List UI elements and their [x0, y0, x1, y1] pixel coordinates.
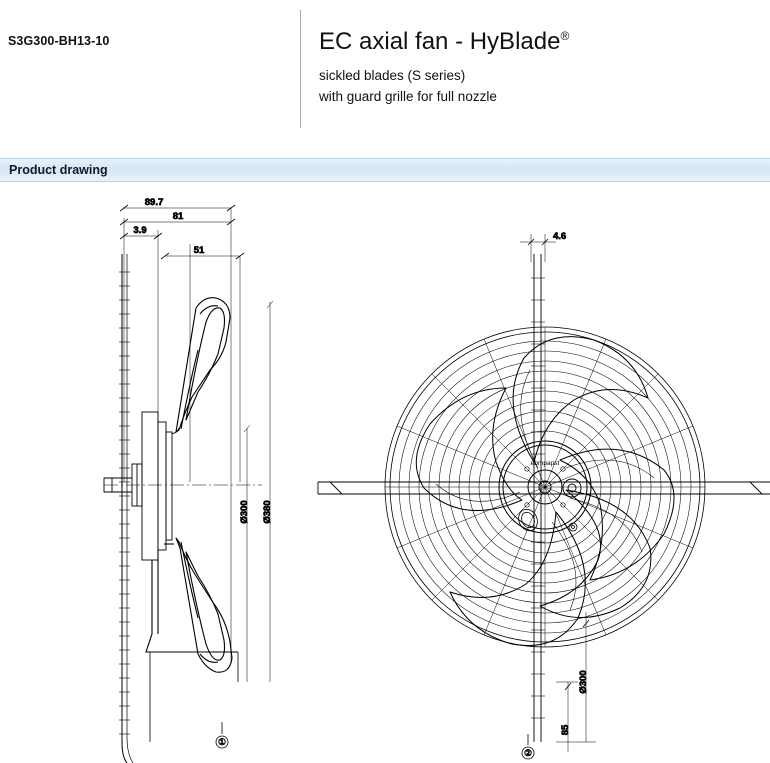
dim-label-front-diameter-300: Ø300 [578, 670, 589, 694]
drawing-canvas [0, 182, 770, 763]
page-title [319, 22, 569, 56]
dim-label-85: 85 [560, 724, 571, 736]
dim-label-81: 81 [172, 211, 184, 222]
product-code: S3G300-BH13-10 [8, 34, 110, 48]
section-header-label: Product drawing [9, 163, 108, 177]
dim-label-diameter-300: Ø300 [239, 500, 250, 524]
callout-marker-2: ② [523, 748, 533, 758]
title-block [319, 22, 569, 106]
dim-label-4-6: 4.6 [553, 231, 567, 242]
document-header [0, 0, 770, 138]
product-drawing-figure [0, 182, 770, 763]
section-header-product-drawing [0, 158, 770, 182]
dim-label-diameter-380: Ø380 [262, 500, 273, 524]
registered-mark: ® [560, 29, 570, 43]
callout-marker-1: ① [217, 737, 227, 747]
dim-label-3-9: 3.9 [133, 225, 147, 236]
page-subtitle-secondary: with guard grille for full nozzle [319, 89, 497, 104]
side-view-group [104, 197, 273, 763]
page-title-text: EC axial fan - HyBlade [319, 28, 561, 55]
dim-label-51: 51 [193, 245, 205, 256]
front-view-group [318, 231, 770, 759]
page-subtitle: sickled blades (S series) [319, 68, 466, 83]
hub-brand-label: ebmpapst [530, 460, 560, 467]
dim-label-89-7: 89.7 [144, 197, 164, 208]
header-divider [300, 10, 301, 128]
